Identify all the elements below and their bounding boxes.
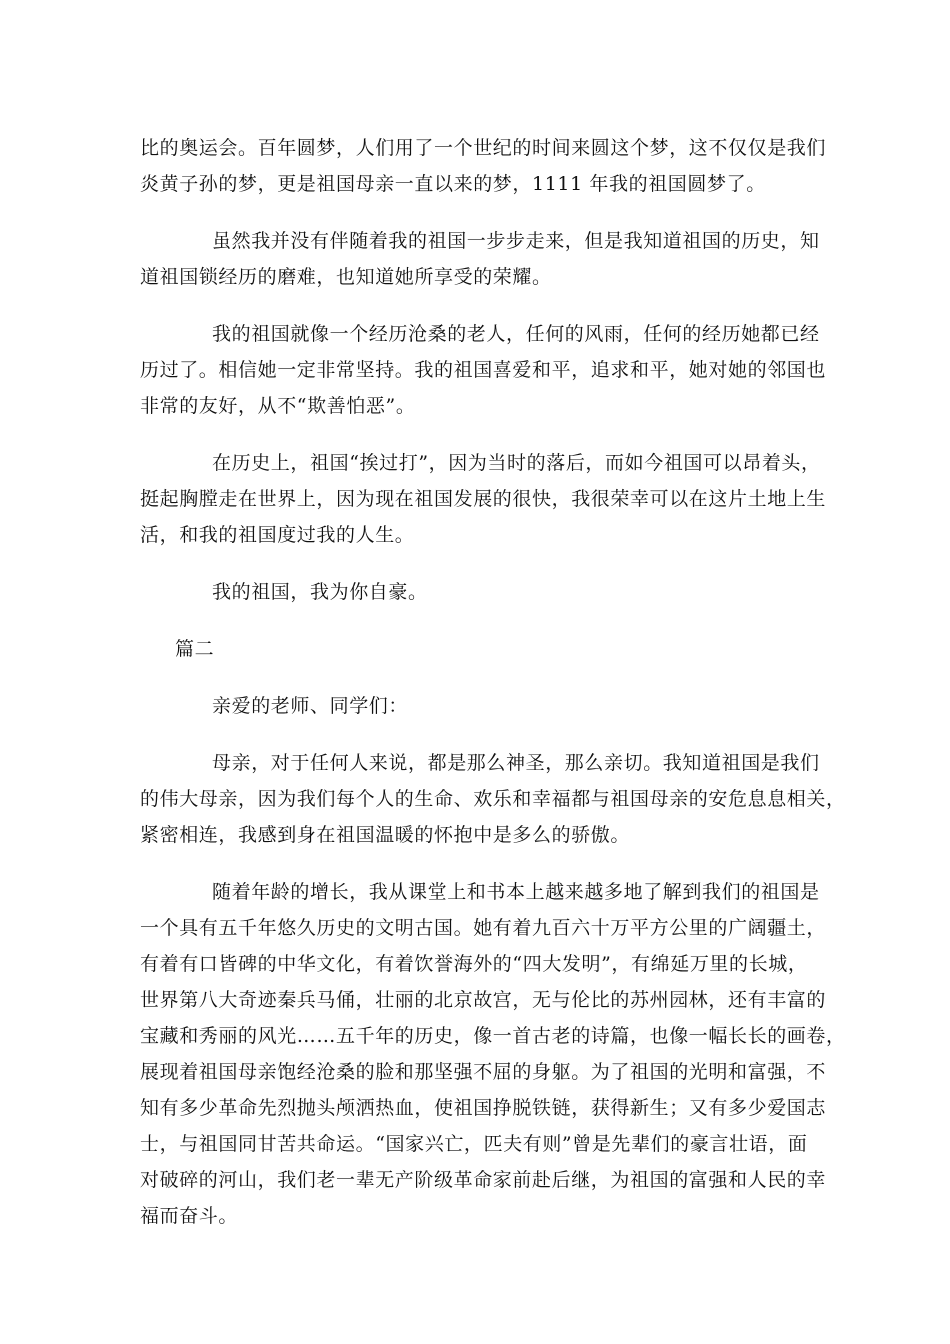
text-line: 随着年龄的增长，我从课堂上和书本上越来越多地了解到我们的祖国是 — [212, 881, 820, 903]
text-line: 有着有口皆碑的中华文化，有着饮誉海外的“四大发明”，有绵延万里的长城， — [140, 953, 808, 975]
text-line: 历过了。相信她一定非常坚持。我的祖国喜爱和平，追求和平，她对她的邻国也 — [140, 359, 827, 381]
text-line: 展现着祖国母亲饱经沧桑的脸和那坚强不屈的身躯。为了祖国的光明和富强，不 — [140, 1061, 827, 1083]
text-line: 一个具有五千年悠久历史的文明古国。她有着九百六十万平方公里的广阔疆土， — [140, 917, 827, 939]
text-line: 非常的友好，从不“欺善怕恶”。 — [140, 395, 416, 417]
text-line: 我的祖国，我为你自豪。 — [212, 581, 428, 603]
text-line: 我的祖国就像一个经历沧桑的老人，任何的风雨，任何的经历她都已经 — [212, 323, 820, 345]
text-line: 母亲，对于任何人来说，都是那么神圣，那么亲切。我知道祖国是我们 — [212, 752, 820, 774]
text-line: 炎黄子孙的梦，更是祖国母亲一直以来的梦，1111 年我的祖国圆梦了。 — [140, 173, 766, 195]
text-line: 世界第八大奇迹秦兵马俑，壮丽的北京故宫，无与伦比的苏州园林，还有丰富的 — [140, 989, 827, 1011]
text-line: 福而奋斗。 — [140, 1205, 239, 1227]
text-line: 道祖国锁经历的磨难，也知道她所享受的荣耀。 — [140, 266, 552, 288]
text-line: 对破碎的河山，我们老一辈无产阶级革命家前赴后继，为祖国的富强和人民的幸 — [140, 1169, 827, 1191]
text-line: 活，和我的祖国度过我的人生。 — [140, 524, 415, 546]
text-line: 在历史上，祖国“挨过打”，因为当时的落后，而如今祖国可以昂着头， — [212, 452, 821, 474]
section-heading: 篇二 — [175, 638, 215, 660]
text-line: 的伟大母亲，因为我们每个人的生命、欢乐和幸福都与祖国母亲的安危息息相关， — [140, 788, 846, 810]
text-line: 宝藏和秀丽的风光……五千年的历史，像一首古老的诗篇，也像一幅长长的画卷， — [140, 1025, 846, 1047]
text-line: 挺起胸膛走在世界上，因为现在祖国发展的很快，我很荣幸可以在这片土地上生 — [140, 488, 827, 510]
text-line: 比的奥运会。百年圆梦，人们用了一个世纪的时间来圆这个梦，这不仅仅是我们 — [140, 137, 827, 159]
text-line: 士，与祖国同甘苦共命运。“国家兴亡，匹夫有则”曾是先辈们的豪言壮语，面 — [140, 1133, 808, 1155]
text-line: 知有多少革命先烈抛头颅洒热血，使祖国挣脱铁链，获得新生；又有多少爱国志 — [140, 1097, 827, 1119]
text-line: 虽然我并没有伴随着我的祖国一步步走来，但是我知道祖国的历史，知 — [212, 230, 820, 252]
text-line: 紧密相连，我感到身在祖国温暖的怀抱中是多么的骄傲。 — [140, 824, 631, 846]
salutation-line: 亲爱的老师、同学们： — [212, 695, 409, 717]
